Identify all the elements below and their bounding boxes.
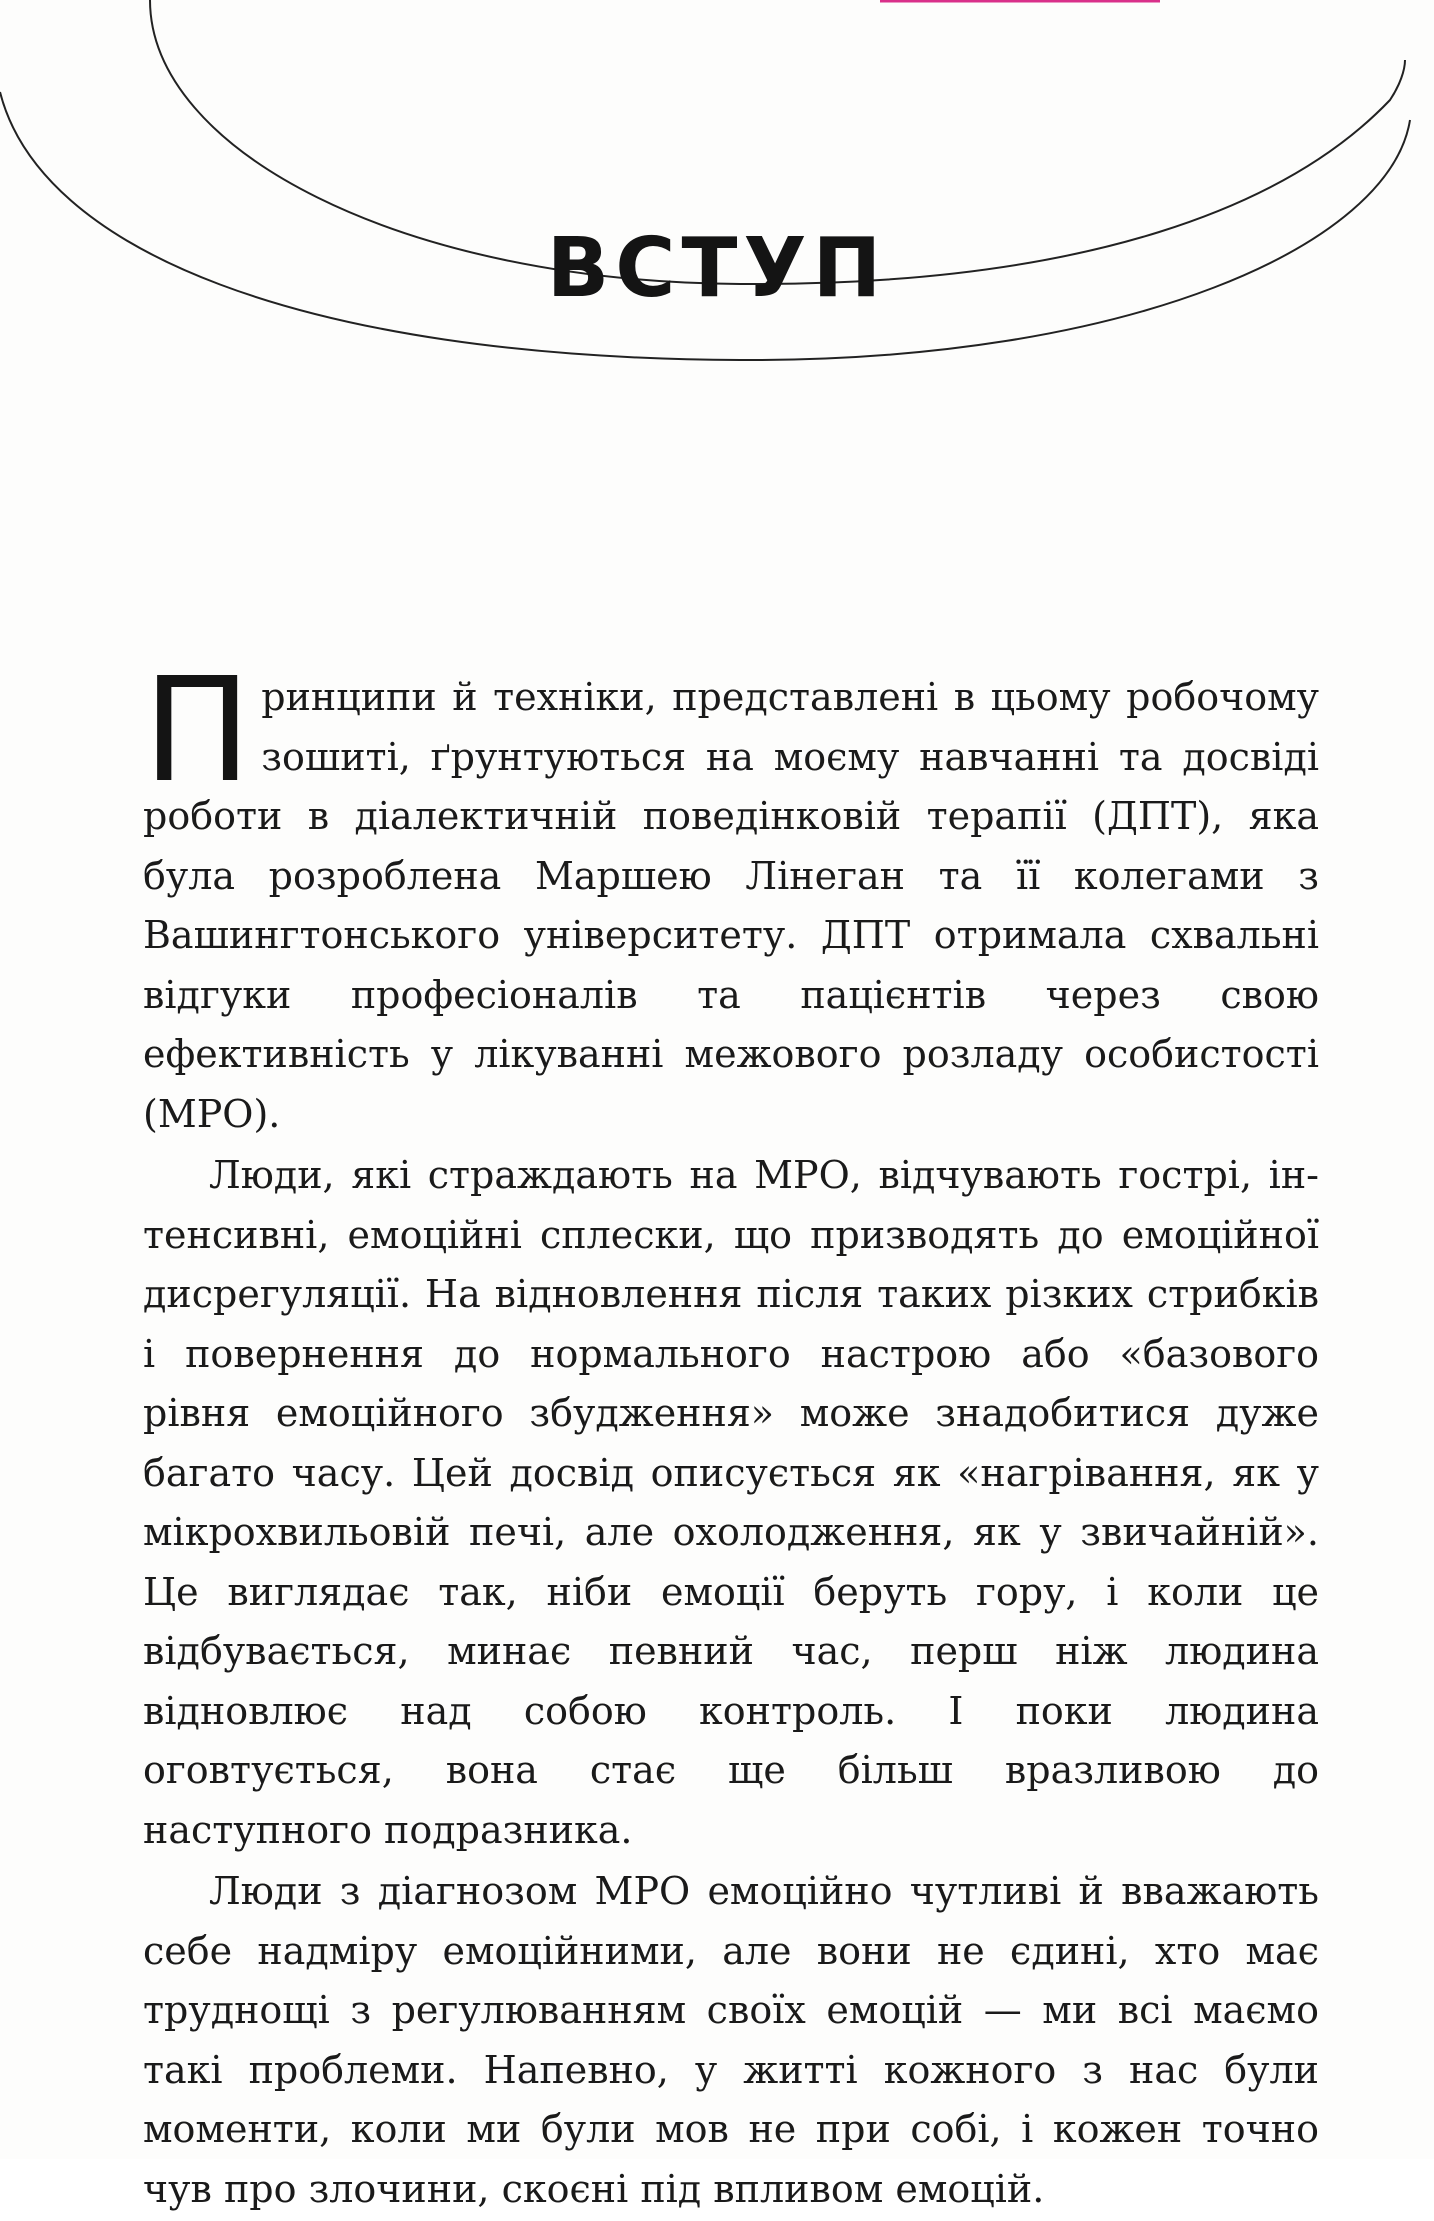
- paragraph-1: [143, 646, 1319, 1144]
- chapter-title: ВСТУП: [546, 221, 888, 316]
- drop-cap: П: [143, 646, 252, 814]
- body-text: [143, 646, 1319, 2221]
- paragraph-3: Люди з діагнозом МРО емоційно чутливі й вважають себе надміру емоційними, але вони не єдині, хто має труднощі з регулюванням своїх емоцій — ми всі маємо такі проблеми. Напевно, у житті кожного з нас були моменти, коли ми були мов не при собі, і кожен точно чув про злочини, скоєні під впливом емоцій.: [143, 1869, 1319, 2211]
- paragraph-2: Люди, які страждають на МРО, відчувають гострі, інтенсивні, емоційні сплески, що призводять до емоційної дисрегуляції. На відновлення після таких різких стрибків і повернення до нормального настрою або «базового рівня емоційного збудження» може знадобитися дуже багато часу. Цей досвід описується як «нагрівання, як у мікрохвильовій печі, але охолодження, як у звичайній». Це виглядає так, ніби емоції беруть гору, і коли це відбувається, минає певний час, перш ніж людина відновлює над собою контроль. І поки людина оговтується, вона стає ще більш вразливою до наступного подразника.: [143, 1153, 1319, 1852]
- paragraph-1-text: ринципи й техніки, представлені в цьому робочому зошиті, ґрунтуються на моєму навчанні та досвіді роботи в діалектичній поведінковій терапії (ДПТ), яка була розроблена Маршею Лінеган та її колегами з Вашингтонського університету. ДПТ отримала схвальні відгуки професіоналів та пацієнтів через свою ефективність у лікуванні межового розладу особистості (МРО).: [143, 675, 1319, 1136]
- decorative-arcs: [0, 0, 1434, 420]
